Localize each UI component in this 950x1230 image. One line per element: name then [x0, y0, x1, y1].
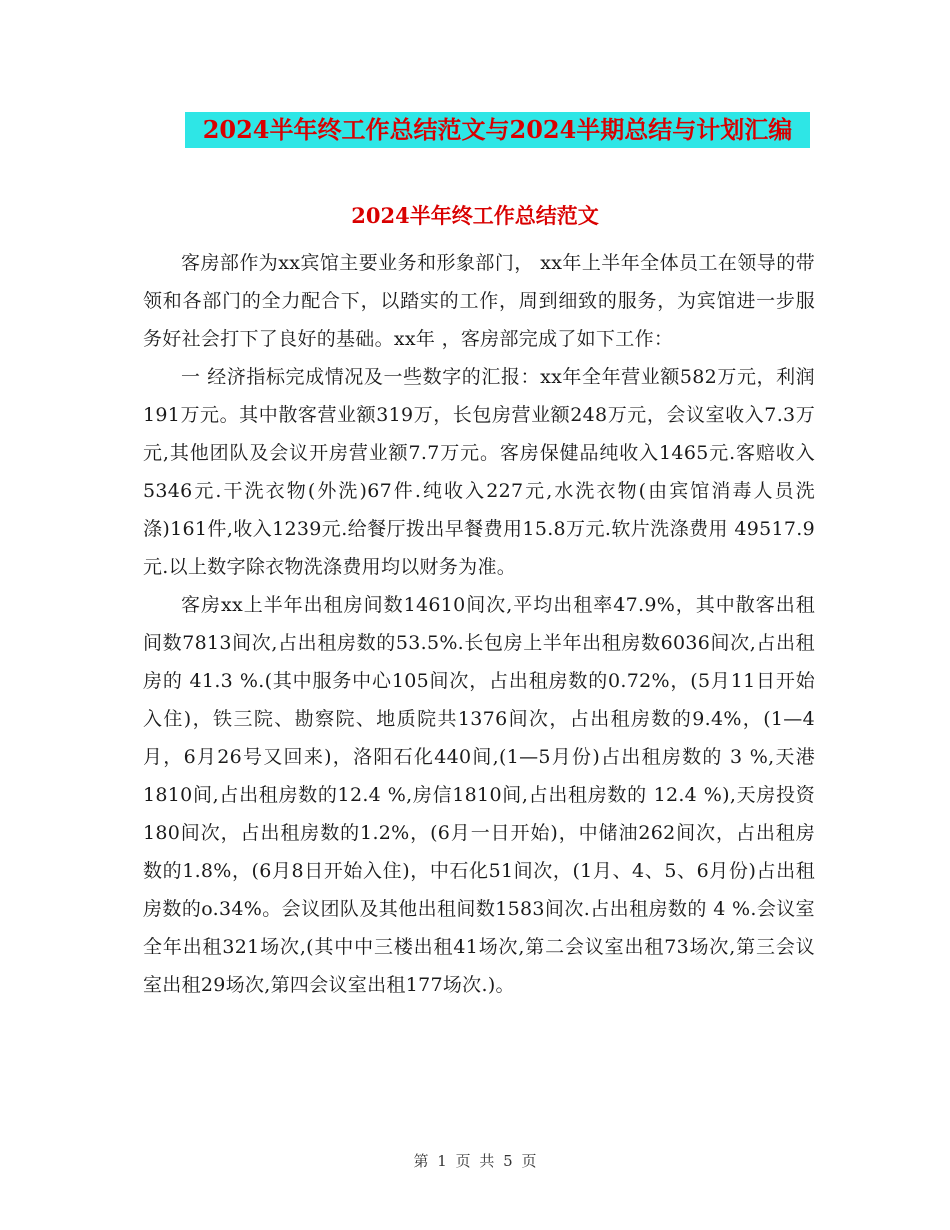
- paragraph: 一 经济指标完成情况及一些数字的汇报：xx年全年营业额582万元，利润191万元。其中散客营业额319万，长包房营业额248万元，会议室收入7.3万元,其他团队及会议开房营业额7.7万元。客房保健品纯收入1465元.客赔收入5346元.干洗衣物(外洗)67件.纯收入227元,水洗衣物(由宾馆消毒人员洗涤)161件,收入1239元.给餐厅拨出早餐费用15.8万元.软片洗涤费用 49517.9 元.以上数字除衣物洗涤费用均以财务为准。: [143, 366, 815, 578]
- page-footer: 第 1 页 共 5 页: [413, 1152, 537, 1170]
- paragraph: 客房xx上半年出租房间数14610间次,平均出租率47.9%，其中散客出租间数7813间次,占出租房数的53.5%.长包房上半年出租房数6036间次,占出租房的 41.3 %.(其中服务中心105间次，占出租房数的0.72%，(5月11日开始入住)，铁三院、勘察院、地质院共1376间次，占出租房数的9.4%，(1—4月，6月26号又回来)，洛阳石化440间,(1—5月份)占出租房数的 3 %,天港1810间,占出租房数的12.4 %,房信1810间,占出租房数的 12.4 %),天房投资180间次，占出租房数的1.2%，(6月一日开始)，中储油262间次，占出租房数的1.8%，(6月8日开始入住)，中石化51间次，(1月、4、5、6月份)占出租房数的o.34%。会议团队及其他出租间数1583间次.占出租房数的 4 %.会议室全年出租321场次,(其中中三楼出租41场次,第二会议室出租73场次,第三会议室出租29场次,第四会议室出租177场次.)。: [143, 594, 815, 996]
- paragraph: 客房部作为xx宾馆主要业务和形象部门， xx年上半年全体员工在领导的带领和各部门的全力配合下，以踏实的工作，周到细致的服务，为宾馆进一步服务好社会打下了良好的基础。xx年 ，客房部完成了如下工作：: [143, 252, 815, 350]
- document-body: [143, 244, 815, 1004]
- section-title: 2024半年终工作总结范文: [351, 203, 599, 228]
- document-title: 2024半年终工作总结范文与2024半期总结与计划汇编: [185, 112, 810, 148]
